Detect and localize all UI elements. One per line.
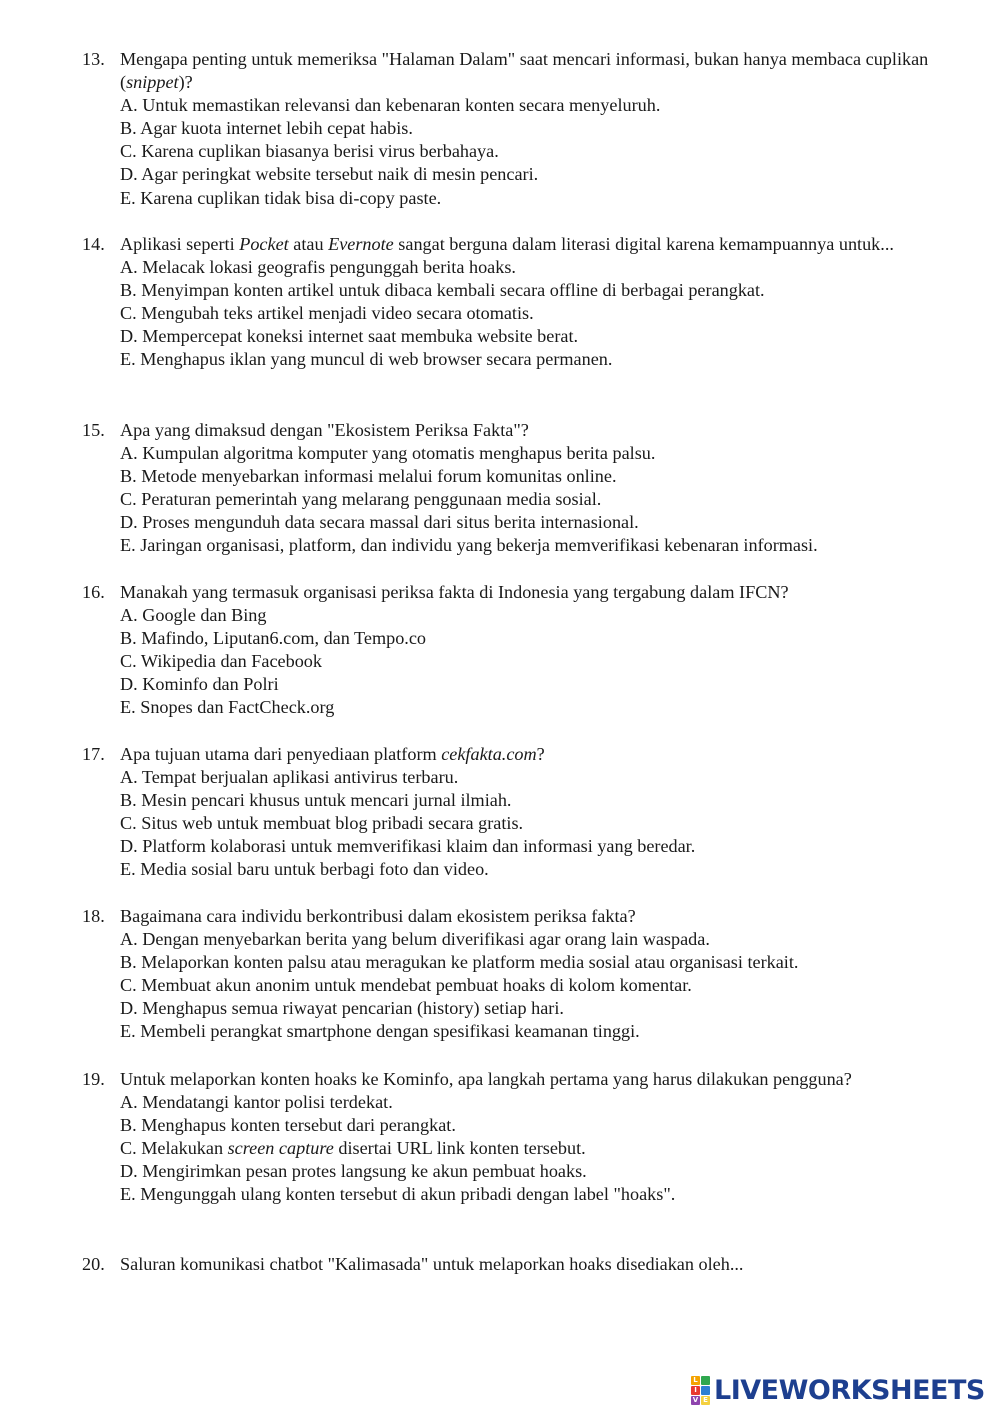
- option-b[interactable]: B. Mafindo, Liputan6.com, dan Tempo.co: [120, 628, 427, 649]
- option-d[interactable]: D. Menghapus semua riwayat pencarian (history) setiap hari.: [120, 998, 564, 1019]
- question-text: Saluran komunikasi chatbot "Kalimasada" untuk melaporkan hoaks disediakan oleh...: [120, 1254, 744, 1274]
- question-number: 19.: [82, 1069, 105, 1089]
- question-number: 14.: [82, 234, 105, 254]
- option-b[interactable]: B. Agar kuota internet lebih cepat habis.: [120, 118, 413, 139]
- logo-tile: I: [691, 1386, 700, 1395]
- logo-wordmark: LIVEWORKSHEETS: [714, 1374, 985, 1406]
- question-19: [82, 1068, 942, 1207]
- option-b[interactable]: B. Menghapus konten tersebut dari perangkat.: [120, 1115, 456, 1136]
- option-d[interactable]: D. Proses mengunduh data secara massal dari situs berita internasional.: [120, 512, 639, 533]
- option-d[interactable]: D. Mengirimkan pesan protes langsung ke akun pembuat hoaks.: [120, 1161, 587, 1182]
- answer-options: [120, 1091, 942, 1206]
- option-c[interactable]: C. Peraturan pemerintah yang melarang penggunaan media sosial.: [120, 489, 602, 510]
- option-e[interactable]: E. Menghapus iklan yang muncul di web browser secara permanen.: [120, 349, 613, 370]
- logo-tile: [701, 1386, 710, 1395]
- option-c[interactable]: C. Wikipedia dan Facebook: [120, 651, 322, 672]
- option-e[interactable]: E. Membeli perangkat smartphone dengan spesifikasi keamanan tinggi.: [120, 1021, 640, 1042]
- answer-options: [120, 256, 942, 371]
- logo-tile: E: [701, 1396, 710, 1405]
- option-a[interactable]: A. Tempat berjualan aplikasi antivirus terbaru.: [120, 767, 459, 788]
- answer-options: [120, 604, 942, 719]
- question-text: Untuk melaporkan konten hoaks ke Kominfo, apa langkah pertama yang harus dilakukan pengguna?: [120, 1069, 852, 1089]
- question-text: Bagaimana cara individu berkontribusi dalam ekosistem periksa fakta?: [120, 906, 636, 926]
- option-e[interactable]: E. Karena cuplikan tidak bisa di-copy paste.: [120, 187, 442, 208]
- option-d[interactable]: D. Mempercepat koneksi internet saat membuka website berat.: [120, 326, 579, 347]
- option-b[interactable]: B. Mesin pencari khusus untuk mencari jurnal ilmiah.: [120, 790, 512, 811]
- question-16: [82, 581, 942, 720]
- question-15: [82, 419, 942, 558]
- question-14: [82, 233, 942, 372]
- question-number: 15.: [82, 420, 105, 440]
- option-c[interactable]: C. Karena cuplikan biasanya berisi virus berbahaya.: [120, 141, 499, 162]
- question-20: [82, 1253, 942, 1276]
- option-b[interactable]: B. Metode menyebarkan informasi melalui forum komunitas online.: [120, 466, 617, 487]
- option-a[interactable]: A. Mendatangi kantor polisi terdekat.: [120, 1092, 393, 1113]
- logo-tile: [701, 1376, 710, 1385]
- option-a[interactable]: A. Google dan Bing: [120, 605, 267, 626]
- question-number: 20.: [82, 1254, 105, 1274]
- logo-tile: L: [691, 1376, 700, 1385]
- answer-options: [120, 442, 942, 557]
- question-text: Apa tujuan utama dari penyediaan platform cekfakta.com?: [120, 744, 545, 764]
- question-number: 17.: [82, 744, 105, 764]
- option-d[interactable]: D. Agar peringkat website tersebut naik di mesin pencari.: [120, 164, 539, 185]
- question-text: Manakah yang termasuk organisasi periksa fakta di Indonesia yang tergabung dalam IFCN?: [120, 582, 789, 602]
- question-text: Aplikasi seperti Pocket atau Evernote sangat berguna dalam literasi digital karena kemampuannya untuk...: [120, 234, 894, 254]
- question-number: 13.: [82, 49, 105, 69]
- option-b[interactable]: B. Melaporkan konten palsu atau meragukan ke platform media sosial atau organisasi terkait.: [120, 952, 799, 973]
- answer-options: [120, 928, 942, 1043]
- option-d[interactable]: D. Kominfo dan Polri: [120, 674, 279, 695]
- option-e[interactable]: E. Snopes dan FactCheck.org: [120, 697, 335, 718]
- liveworksheets-logo-icon: [691, 1376, 710, 1405]
- option-e[interactable]: E. Jaringan organisasi, platform, dan individu yang bekerja memverifikasi kebenaran informasi.: [120, 535, 818, 556]
- option-a[interactable]: A. Melacak lokasi geografis pengunggah berita hoaks.: [120, 257, 516, 278]
- option-a[interactable]: A. Kumpulan algoritma komputer yang otomatis menghapus berita palsu.: [120, 443, 656, 464]
- option-c[interactable]: C. Membuat akun anonim untuk mendebat pembuat hoaks di kolom komentar.: [120, 975, 692, 996]
- question-13: [82, 48, 942, 210]
- question-number: 18.: [82, 906, 105, 926]
- answer-options: [120, 94, 942, 209]
- question-18: [82, 905, 942, 1044]
- question-17: [82, 743, 942, 882]
- option-c[interactable]: C. Melakukan screen capture disertai URL link konten tersebut.: [120, 1138, 586, 1159]
- option-d[interactable]: D. Platform kolaborasi untuk memverifikasi klaim dan informasi yang beredar.: [120, 836, 696, 857]
- option-c[interactable]: C. Situs web untuk membuat blog pribadi secara gratis.: [120, 813, 524, 834]
- option-b[interactable]: B. Menyimpan konten artikel untuk dibaca kembali secara offline di berbagai perangkat.: [120, 280, 765, 301]
- question-number: 16.: [82, 582, 105, 602]
- option-a[interactable]: A. Dengan menyebarkan berita yang belum diverifikasi agar orang lain waspada.: [120, 929, 710, 950]
- liveworksheets-logo: [691, 1374, 985, 1406]
- option-c[interactable]: C. Mengubah teks artikel menjadi video secara otomatis.: [120, 303, 534, 324]
- question-text: Mengapa penting untuk memeriksa "Halaman Dalam" saat mencari informasi, bukan hanya membaca cuplikan (snippet)?: [120, 49, 929, 93]
- logo-tile: V: [692, 1395, 699, 1404]
- option-a[interactable]: A. Untuk memastikan relevansi dan kebenaran konten secara menyeluruh.: [120, 95, 661, 116]
- option-e[interactable]: E. Mengunggah ulang konten tersebut di akun pribadi dengan label "hoaks".: [120, 1184, 676, 1205]
- question-text: Apa yang dimaksud dengan "Ekosistem Periksa Fakta"?: [120, 420, 529, 440]
- option-e[interactable]: E. Media sosial baru untuk berbagi foto dan video.: [120, 859, 489, 880]
- answer-options: [120, 766, 942, 881]
